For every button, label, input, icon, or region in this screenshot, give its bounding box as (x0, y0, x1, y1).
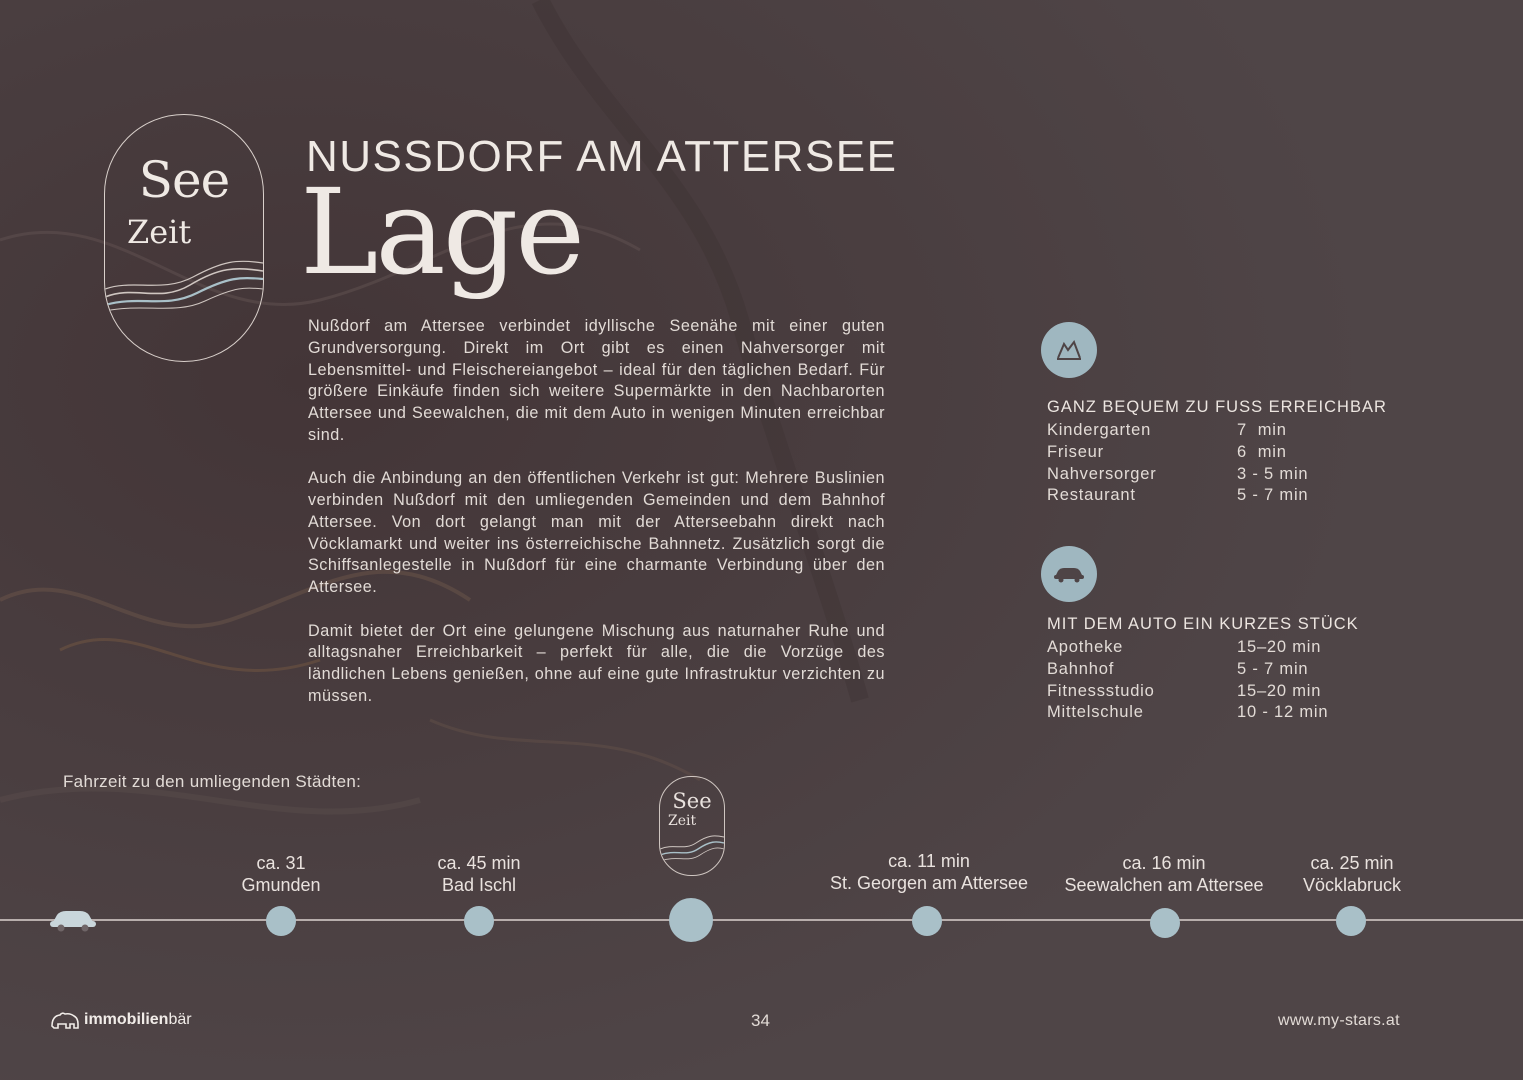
paragraph: Damit bietet der Ort eine gelungene Mischung aus naturnaher Ruhe und alltagsnaher Erreichbarkeit – perfekt für alle, die die Vorzüge des ländlichen Lebens genießen, ohne auf eine gute Infrastruktur verzichten zu müssen. (308, 621, 885, 705)
paragraph: Auch die Anbindung an den öffentlichen Verkehr ist gut: Mehrere Buslinien verbinden Nußdorf mit den umliegenden Gemeinden und dem Bahnhof Attersee. Von dort gelangt man mit der Atterseebahn direkt nach Vöcklamarkt und weiter ins österreichische Bahnnetz. Zusätzlich sorgt die Schiffsanlegestelle in Nußdorf für eine charmante Verbindung über den Attersee. (308, 469, 885, 597)
stop-time: ca. 16 min (1122, 853, 1206, 873)
brand-logo (50, 1010, 192, 1030)
travel-time: 5 - 7 min (1237, 659, 1309, 678)
walking-title: GANZ BEQUEM ZU FUSS ERREICHBAR (1047, 398, 1387, 416)
place-name: Kindergarten (1047, 421, 1152, 439)
travel-time: 5 - 7 min (1237, 486, 1309, 505)
mini-logo-see: See (672, 789, 712, 813)
timeline-dot (912, 906, 942, 936)
stop-place: St. Georgen am Attersee (829, 873, 1029, 893)
stop-time: ca. 31 (256, 853, 306, 873)
timeline-label: Fahrzeit zu den umliegenden Städten: (63, 772, 362, 791)
stop-place: Gmunden (241, 875, 321, 895)
brand-bold: immobilien (84, 1011, 169, 1028)
brand-regular: bär (168, 1011, 192, 1028)
timeline-dot (1336, 906, 1366, 936)
travel-time: 3 - 5 min (1237, 464, 1309, 483)
stop-time: ca. 25 min (1310, 853, 1394, 873)
timeline-stop (1064, 852, 1263, 896)
timeline-dot (464, 906, 494, 936)
place-name: Restaurant (1047, 486, 1136, 505)
timeline-dot (1150, 908, 1180, 938)
website-link[interactable]: www.my-stars.at (1278, 1012, 1400, 1029)
stop-place: Vöcklabruck (1302, 875, 1402, 895)
travel-time: 6 min (1237, 442, 1287, 461)
travel-time: 15–20 min (1237, 638, 1322, 656)
timeline-stop (1303, 852, 1401, 896)
travel-time: 10 - 12 min (1237, 703, 1329, 722)
page-number: 34 (751, 1011, 770, 1030)
logo-see-text: See (138, 151, 230, 209)
timeline-stop (241, 852, 320, 896)
page-title: Lage (300, 163, 583, 301)
stop-place: Bad Ischl (441, 875, 517, 895)
timeline-dot (266, 906, 296, 936)
timeline-stop (437, 852, 520, 896)
logo-zeit-text: Zeit (127, 213, 192, 251)
place-name: Bahnhof (1047, 659, 1115, 678)
place-name: Mittelschule (1047, 703, 1144, 722)
mini-logo-zeit: Zeit (668, 813, 697, 829)
place-name: Apotheke (1047, 638, 1124, 656)
place-name: Nahversorger (1047, 464, 1157, 483)
place-name: Friseur (1047, 442, 1104, 461)
page-heading: NUSSDORF AM ATTERSEE (306, 132, 898, 181)
stop-time: ca. 11 min (888, 851, 970, 871)
timeline-dot-center (669, 898, 713, 942)
travel-time: 7 min (1237, 421, 1287, 439)
place-name: Fitnessstudio (1047, 681, 1155, 700)
bear-icon (50, 1010, 80, 1030)
timeline-stop (830, 850, 1028, 894)
stop-place: Seewalchen am Attersee (1064, 875, 1264, 895)
travel-time: 15–20 min (1237, 681, 1322, 700)
driving-title: MIT DEM AUTO EIN KURZES STÜCK (1047, 615, 1359, 633)
paragraph: Nußdorf am Attersee verbindet idyllische Seenähe mit einer guten Grundversorgung. Direkt im Ort gibt es einen Nahversorger mit Lebensmittel- und Fleischereiangebot – ideal für den täglichen Bedarf. Für größere Einkäufe finden sich weitere Supermärkte in den Nachbarorten Attersee und Seewalchen, die mit dem Auto in wenigen Minuten erreichbar sind. (308, 317, 885, 444)
stop-time: ca. 45 min (437, 853, 521, 873)
